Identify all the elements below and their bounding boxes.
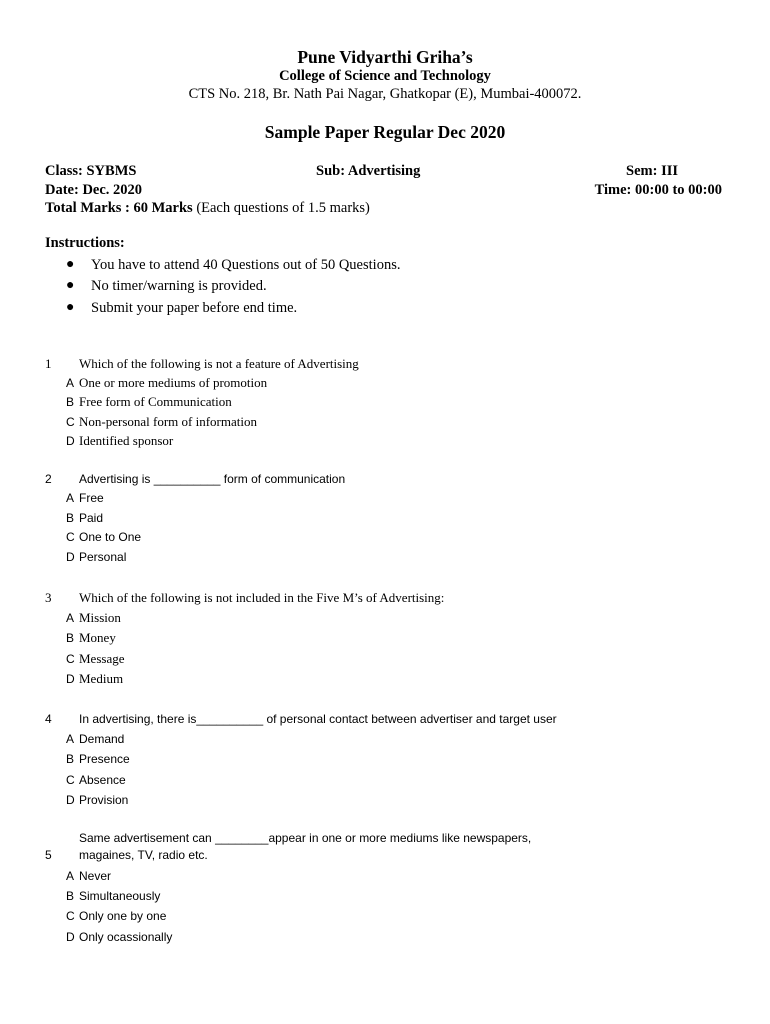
option-letter: B <box>66 631 75 645</box>
question-number: 4 <box>45 712 52 726</box>
option-letter: D <box>66 793 75 807</box>
option-letter: A <box>66 869 75 883</box>
option-text: Demand <box>79 732 125 746</box>
college-name: College of Science and Technology <box>279 68 491 84</box>
option-letter: C <box>66 415 75 429</box>
question-text: In advertising, there is__________ of personal contact between advertiser and target user <box>79 712 557 726</box>
question-number: 5 <box>45 848 52 862</box>
option-text: Absence <box>79 773 126 787</box>
option-text: Free <box>79 491 104 505</box>
option-letter: C <box>66 530 75 544</box>
option-text: One to One <box>79 530 142 544</box>
date-label: Date: Dec. 2020 <box>45 182 143 198</box>
subject-label: Sub: Advertising <box>316 163 421 179</box>
option-letter: A <box>66 491 75 505</box>
option-letter: C <box>66 652 75 666</box>
option-letter: D <box>66 672 75 686</box>
question-text: Which of the following is not included in the Five M’s of Advertising: <box>79 590 445 605</box>
option-letter: C <box>66 773 75 787</box>
option-text: Paid <box>79 511 104 525</box>
option-text: Simultaneously <box>79 889 161 903</box>
option-letter: B <box>66 395 75 409</box>
time-label: Time: 00:00 to 00:00 <box>594 182 722 198</box>
option-text: Non-personal form of information <box>79 414 257 429</box>
instruction-text: No timer/warning is provided. <box>91 278 267 294</box>
option-text: Only one by one <box>79 909 167 923</box>
total-marks-value: Total Marks : 60 Marks <box>45 200 193 216</box>
instruction-text: You have to attend 40 Questions out of 50 Questions. <box>91 257 401 273</box>
bullet-icon: ● <box>66 278 75 293</box>
question-number: 2 <box>45 472 52 486</box>
option-text: Only ocassionally <box>79 930 173 944</box>
option-text: Message <box>79 651 125 666</box>
option-letter: B <box>66 889 75 903</box>
total-marks-note: (Each questions of 1.5 marks) <box>192 200 370 216</box>
institute-name: Pune Vidyarthi Griha’s <box>297 47 473 67</box>
question-text: Which of the following is not a feature of Advertising <box>79 356 359 371</box>
semester-label: Sem: III <box>626 163 678 179</box>
class-label: Class: SYBMS <box>45 163 137 179</box>
bullet-icon: ● <box>66 257 75 272</box>
option-letter: A <box>66 732 75 746</box>
college-address: CTS No. 218, Br. Nath Pai Nagar, Ghatkopar (E), Mumbai-400072. <box>188 86 582 102</box>
question-text-continued: magaines, TV, radio etc. <box>79 848 208 862</box>
question-text: Advertising is __________ form of communication <box>79 472 346 486</box>
bullet-icon: ● <box>66 300 75 315</box>
total-marks <box>45 200 370 217</box>
question-text: Same advertisement can ________appear in one or more mediums like newspapers, <box>79 831 532 845</box>
option-letter: D <box>66 930 75 944</box>
option-text: Mission <box>79 610 121 625</box>
option-text: Never <box>79 869 112 883</box>
option-letter: D <box>66 434 75 448</box>
option-text: Provision <box>79 793 129 807</box>
option-letter: B <box>66 511 75 525</box>
option-text: Personal <box>79 550 127 564</box>
option-text: Free form of Communication <box>79 394 232 409</box>
instruction-text: Submit your paper before end time. <box>91 300 298 316</box>
option-letter: B <box>66 752 75 766</box>
paper-title: Sample Paper Regular Dec 2020 <box>264 122 506 142</box>
question-number: 1 <box>45 356 52 371</box>
option-letter: A <box>66 376 75 390</box>
option-letter: D <box>66 550 75 564</box>
option-text: Money <box>79 630 116 645</box>
option-letter: C <box>66 909 75 923</box>
option-letter: A <box>66 611 75 625</box>
option-text: Identified sponsor <box>79 433 174 448</box>
option-text: Medium <box>79 671 124 686</box>
option-text: Presence <box>79 752 130 766</box>
question-number: 3 <box>45 590 52 605</box>
instructions-heading: Instructions: <box>45 235 125 251</box>
option-text: One or more mediums of promotion <box>79 375 268 390</box>
